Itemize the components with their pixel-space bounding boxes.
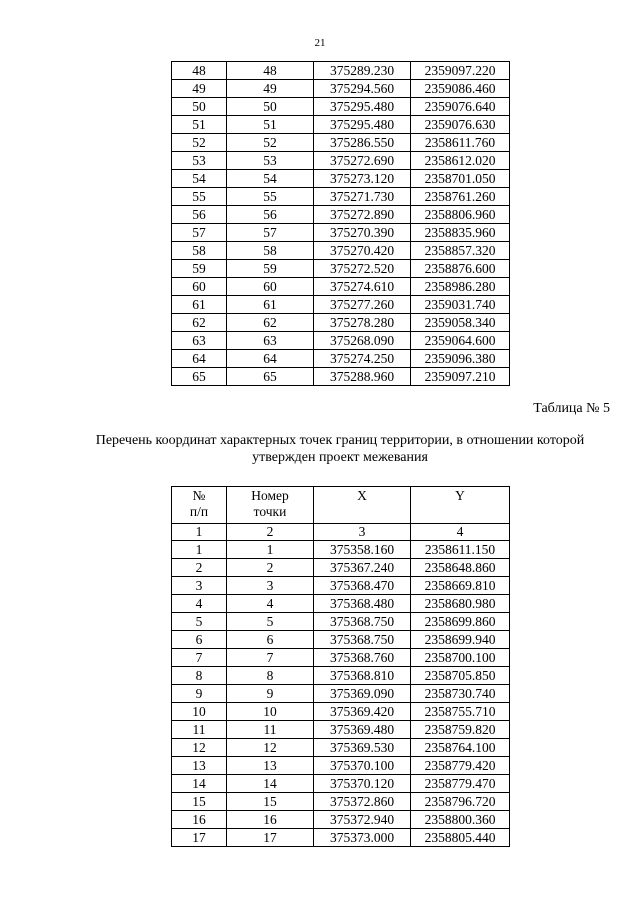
cell-x: 375294.560	[314, 80, 411, 98]
cell-index: 60	[172, 278, 227, 296]
cell-point-number: 49	[227, 80, 314, 98]
cell-x: 375278.280	[314, 314, 411, 332]
column-number: 3	[314, 524, 411, 541]
cell-x: 375372.860	[314, 793, 411, 811]
cell-index: 63	[172, 332, 227, 350]
cell-x: 375271.730	[314, 188, 411, 206]
column-number-row	[172, 524, 510, 541]
coordinates-table-continued	[171, 61, 510, 386]
table-row	[172, 577, 510, 595]
cell-index: 58	[172, 242, 227, 260]
cell-index: 16	[172, 811, 227, 829]
cell-x: 375369.480	[314, 721, 411, 739]
header-row	[172, 487, 510, 524]
cell-index: 14	[172, 775, 227, 793]
cell-x: 375372.940	[314, 811, 411, 829]
table-row	[172, 757, 510, 775]
cell-y: 2358730.740	[411, 685, 510, 703]
cell-index: 11	[172, 721, 227, 739]
cell-point-number: 51	[227, 116, 314, 134]
cell-x: 375367.240	[314, 559, 411, 577]
table-row	[172, 559, 510, 577]
cell-y: 2358669.810	[411, 577, 510, 595]
cell-index: 65	[172, 368, 227, 386]
header-cell-point-number	[227, 487, 314, 524]
cell-x: 375369.530	[314, 739, 411, 757]
cell-index: 52	[172, 134, 227, 152]
cell-x: 375373.000	[314, 829, 411, 847]
cell-y: 2358612.020	[411, 152, 510, 170]
cell-index: 4	[172, 595, 227, 613]
cell-index: 17	[172, 829, 227, 847]
cell-y: 2359097.220	[411, 62, 510, 80]
cell-point-number: 53	[227, 152, 314, 170]
cell-x: 375270.420	[314, 242, 411, 260]
cell-index: 12	[172, 739, 227, 757]
table-row	[172, 649, 510, 667]
table-row	[172, 134, 510, 152]
table-row	[172, 332, 510, 350]
cell-point-number: 58	[227, 242, 314, 260]
cell-point-number: 59	[227, 260, 314, 278]
cell-x: 375286.550	[314, 134, 411, 152]
header-cell-y	[411, 487, 510, 524]
table-row	[172, 793, 510, 811]
header-line: X	[357, 488, 367, 503]
cell-point-number: 3	[227, 577, 314, 595]
cell-point-number: 7	[227, 649, 314, 667]
cell-x: 375368.760	[314, 649, 411, 667]
cell-y: 2358800.360	[411, 811, 510, 829]
cell-index: 48	[172, 62, 227, 80]
cell-y: 2358764.100	[411, 739, 510, 757]
table-row	[172, 170, 510, 188]
cell-y: 2358700.100	[411, 649, 510, 667]
cell-index: 13	[172, 757, 227, 775]
cell-x: 375295.480	[314, 116, 411, 134]
cell-x: 375274.610	[314, 278, 411, 296]
table-body	[172, 62, 510, 386]
cell-y: 2358759.820	[411, 721, 510, 739]
cell-x: 375358.160	[314, 541, 411, 559]
cell-point-number: 16	[227, 811, 314, 829]
cell-point-number: 2	[227, 559, 314, 577]
cell-index: 49	[172, 80, 227, 98]
cell-index: 7	[172, 649, 227, 667]
cell-y: 2358699.940	[411, 631, 510, 649]
cell-index: 10	[172, 703, 227, 721]
table-row	[172, 775, 510, 793]
column-number: 1	[172, 524, 227, 541]
table-row	[172, 80, 510, 98]
table-row	[172, 152, 510, 170]
cell-index: 51	[172, 116, 227, 134]
header-line: Номер	[251, 488, 289, 503]
cell-y: 2358876.600	[411, 260, 510, 278]
cell-index: 56	[172, 206, 227, 224]
cell-y: 2358796.720	[411, 793, 510, 811]
cell-y: 2358806.960	[411, 206, 510, 224]
cell-point-number: 61	[227, 296, 314, 314]
cell-x: 375270.390	[314, 224, 411, 242]
cell-point-number: 56	[227, 206, 314, 224]
table-row	[172, 739, 510, 757]
cell-point-number: 52	[227, 134, 314, 152]
table-label: Таблица № 5	[533, 401, 610, 416]
header-cell-x	[314, 487, 411, 524]
cell-y: 2358680.980	[411, 595, 510, 613]
table-row	[172, 188, 510, 206]
cell-point-number: 12	[227, 739, 314, 757]
table-row	[172, 541, 510, 559]
cell-point-number: 11	[227, 721, 314, 739]
page-number: 21	[314, 37, 326, 49]
cell-point-number: 64	[227, 350, 314, 368]
cell-point-number: 54	[227, 170, 314, 188]
cell-x: 375370.120	[314, 775, 411, 793]
cell-point-number: 1	[227, 541, 314, 559]
cell-y: 2358835.960	[411, 224, 510, 242]
cell-index: 5	[172, 613, 227, 631]
cell-point-number: 14	[227, 775, 314, 793]
cell-point-number: 60	[227, 278, 314, 296]
column-number: 2	[227, 524, 314, 541]
table-body	[172, 541, 510, 847]
cell-x: 375368.750	[314, 613, 411, 631]
cell-point-number: 10	[227, 703, 314, 721]
table-caption: Перечень координат характерных точек границ территории, в отношении которой утвержден проект межевания	[95, 433, 585, 465]
cell-y: 2358986.280	[411, 278, 510, 296]
cell-index: 9	[172, 685, 227, 703]
table-row	[172, 721, 510, 739]
cell-y: 2359076.640	[411, 98, 510, 116]
table-row	[172, 613, 510, 631]
cell-y: 2358761.260	[411, 188, 510, 206]
cell-x: 375368.750	[314, 631, 411, 649]
cell-point-number: 63	[227, 332, 314, 350]
cell-index: 62	[172, 314, 227, 332]
table-row	[172, 667, 510, 685]
cell-point-number: 9	[227, 685, 314, 703]
cell-x: 375272.890	[314, 206, 411, 224]
header-cell-index	[172, 487, 227, 524]
cell-index: 59	[172, 260, 227, 278]
cell-point-number: 55	[227, 188, 314, 206]
cell-point-number: 57	[227, 224, 314, 242]
table-row	[172, 685, 510, 703]
cell-x: 375288.960	[314, 368, 411, 386]
table-row	[172, 829, 510, 847]
table-row	[172, 224, 510, 242]
table-row	[172, 631, 510, 649]
cell-y: 2358779.420	[411, 757, 510, 775]
table-row	[172, 314, 510, 332]
cell-index: 6	[172, 631, 227, 649]
cell-y: 2358611.760	[411, 134, 510, 152]
cell-index: 3	[172, 577, 227, 595]
cell-index: 53	[172, 152, 227, 170]
cell-index: 8	[172, 667, 227, 685]
cell-y: 2359064.600	[411, 332, 510, 350]
table-row	[172, 368, 510, 386]
cell-y: 2358648.860	[411, 559, 510, 577]
cell-index: 54	[172, 170, 227, 188]
header-line: точки	[253, 504, 287, 519]
cell-y: 2358857.320	[411, 242, 510, 260]
cell-index: 64	[172, 350, 227, 368]
cell-y: 2358699.860	[411, 613, 510, 631]
cell-point-number: 4	[227, 595, 314, 613]
cell-y: 2358805.440	[411, 829, 510, 847]
cell-index: 57	[172, 224, 227, 242]
cell-index: 50	[172, 98, 227, 116]
cell-y: 2358611.150	[411, 541, 510, 559]
cell-y: 2359058.340	[411, 314, 510, 332]
cell-x: 375289.230	[314, 62, 411, 80]
cell-index: 1	[172, 541, 227, 559]
table-row	[172, 98, 510, 116]
cell-x: 375369.420	[314, 703, 411, 721]
cell-x: 375370.100	[314, 757, 411, 775]
cell-y: 2359096.380	[411, 350, 510, 368]
cell-x: 375277.260	[314, 296, 411, 314]
table-row	[172, 811, 510, 829]
table-row	[172, 242, 510, 260]
table-header	[172, 487, 510, 541]
cell-y: 2359031.740	[411, 296, 510, 314]
cell-y: 2359097.210	[411, 368, 510, 386]
cell-point-number: 50	[227, 98, 314, 116]
cell-index: 15	[172, 793, 227, 811]
table-row	[172, 703, 510, 721]
cell-index: 2	[172, 559, 227, 577]
cell-point-number: 65	[227, 368, 314, 386]
cell-point-number: 13	[227, 757, 314, 775]
cell-x: 375268.090	[314, 332, 411, 350]
coordinates-table-5	[171, 486, 510, 847]
table-row	[172, 278, 510, 296]
cell-x: 375368.480	[314, 595, 411, 613]
cell-x: 375368.810	[314, 667, 411, 685]
table-row	[172, 206, 510, 224]
cell-point-number: 17	[227, 829, 314, 847]
cell-x: 375368.470	[314, 577, 411, 595]
header-line: п/п	[189, 504, 209, 519]
cell-x: 375295.480	[314, 98, 411, 116]
cell-y: 2358779.470	[411, 775, 510, 793]
table-row	[172, 595, 510, 613]
column-number: 4	[411, 524, 510, 541]
table-row	[172, 296, 510, 314]
cell-point-number: 15	[227, 793, 314, 811]
cell-x: 375272.690	[314, 152, 411, 170]
cell-x: 375273.120	[314, 170, 411, 188]
cell-y: 2358755.710	[411, 703, 510, 721]
cell-index: 55	[172, 188, 227, 206]
cell-point-number: 48	[227, 62, 314, 80]
cell-point-number: 62	[227, 314, 314, 332]
cell-x: 375274.250	[314, 350, 411, 368]
cell-point-number: 8	[227, 667, 314, 685]
cell-y: 2359086.460	[411, 80, 510, 98]
cell-index: 61	[172, 296, 227, 314]
table-row	[172, 116, 510, 134]
cell-y: 2358701.050	[411, 170, 510, 188]
table-row	[172, 350, 510, 368]
table-row	[172, 260, 510, 278]
cell-y: 2358705.850	[411, 667, 510, 685]
cell-y: 2359076.630	[411, 116, 510, 134]
cell-point-number: 6	[227, 631, 314, 649]
table-row	[172, 62, 510, 80]
header-line: Y	[455, 488, 465, 503]
cell-x: 375369.090	[314, 685, 411, 703]
header-line: №	[192, 488, 206, 503]
cell-x: 375272.520	[314, 260, 411, 278]
cell-point-number: 5	[227, 613, 314, 631]
